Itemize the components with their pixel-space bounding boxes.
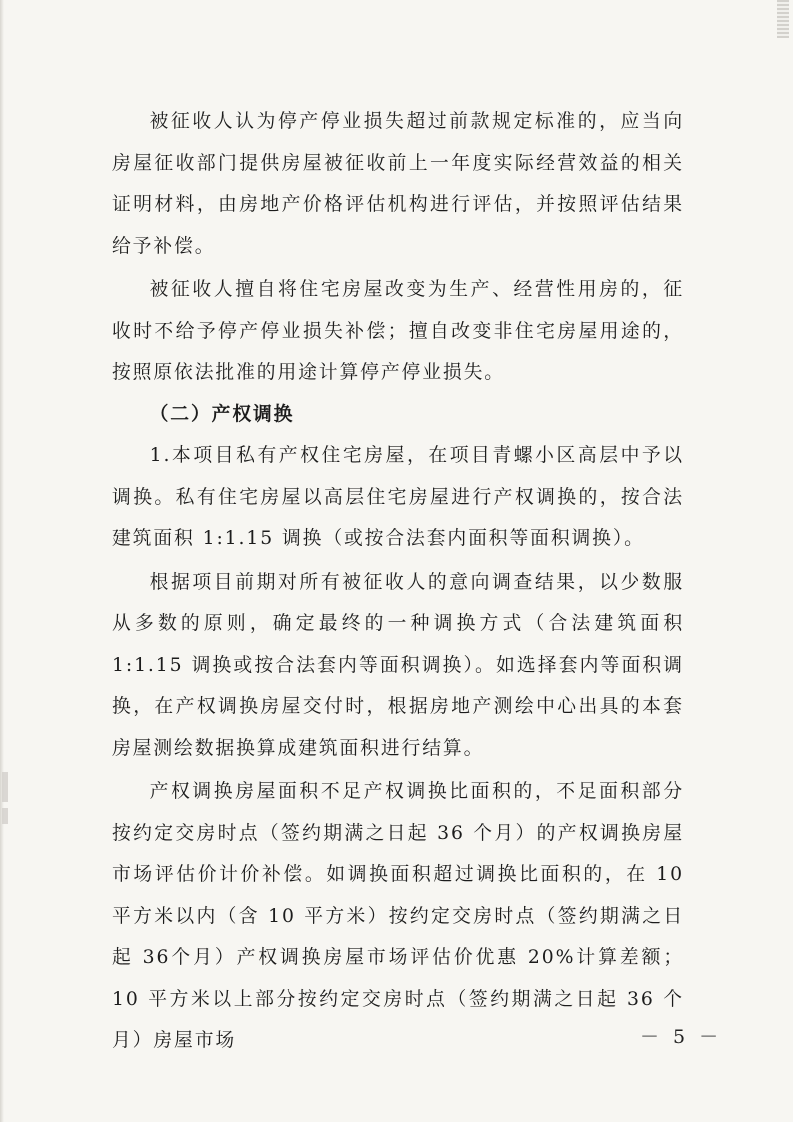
scan-side-mark	[2, 808, 8, 824]
scan-corner-mark	[777, 0, 789, 38]
document-body	[112, 101, 692, 1062]
paragraph-exchange-method: 根据项目前期对所有被征收人的意向调查结果，以少数服从多数的原则，确定最终的一种调换方式（合法建筑面积1:1.15 调换或按合法套内等面积调换）。如选择套内等面积调换，在产权调换房屋交付时，根据房地产测绘中心出具的本套房屋测绘数据换算成建筑面积进行结算。	[112, 571, 684, 759]
scan-edge-shadow	[0, 0, 4, 1122]
paragraph-loss-assessment: 被征收人认为停产停业损失超过前款规定标准的，应当向房屋征收部门提供房屋被征收前上一年度实际经营效益的相关证明材料，由房地产价格评估机构进行评估，并按照评估结果给予补偿。	[112, 111, 684, 257]
page-number: － 5 －	[640, 1026, 723, 1048]
paragraph-unauthorized-use: 被征收人擅自将住宅房屋改变为生产、经营性用房的，征收时不给予停产停业损失补偿；擅自改变非住宅房屋用途的，按照原依法批准的用途计算停产停业损失。	[112, 279, 684, 383]
paragraph-exchange-location: 1.本项目私有产权住宅房屋，在项目青螺小区高层中予以调换。私有住宅房屋以高层住宅房屋进行产权调换的，按合法建筑面积 1:1.15 调换（或按合法套内面积等面积调换）。	[112, 445, 684, 549]
paragraph-area-difference: 产权调换房屋面积不足产权调换比面积的，不足面积部分按约定交房时点（签约期满之日起 36 个月）的产权调换房屋市场评估价计价补偿。如调换面积超过调换比面积的，在 10 平方米以内（含 10 平方米）按约定交房时点（签约期满之日起 36个月）产权调换房屋市场评估价优惠 20%计算差额；10 平方米以上部分按约定交房时点（签约期满之日起 36 个月）房屋市场	[112, 781, 692, 1051]
section-heading-property-exchange: （二）产权调换	[149, 403, 295, 425]
scan-side-mark	[2, 772, 8, 802]
